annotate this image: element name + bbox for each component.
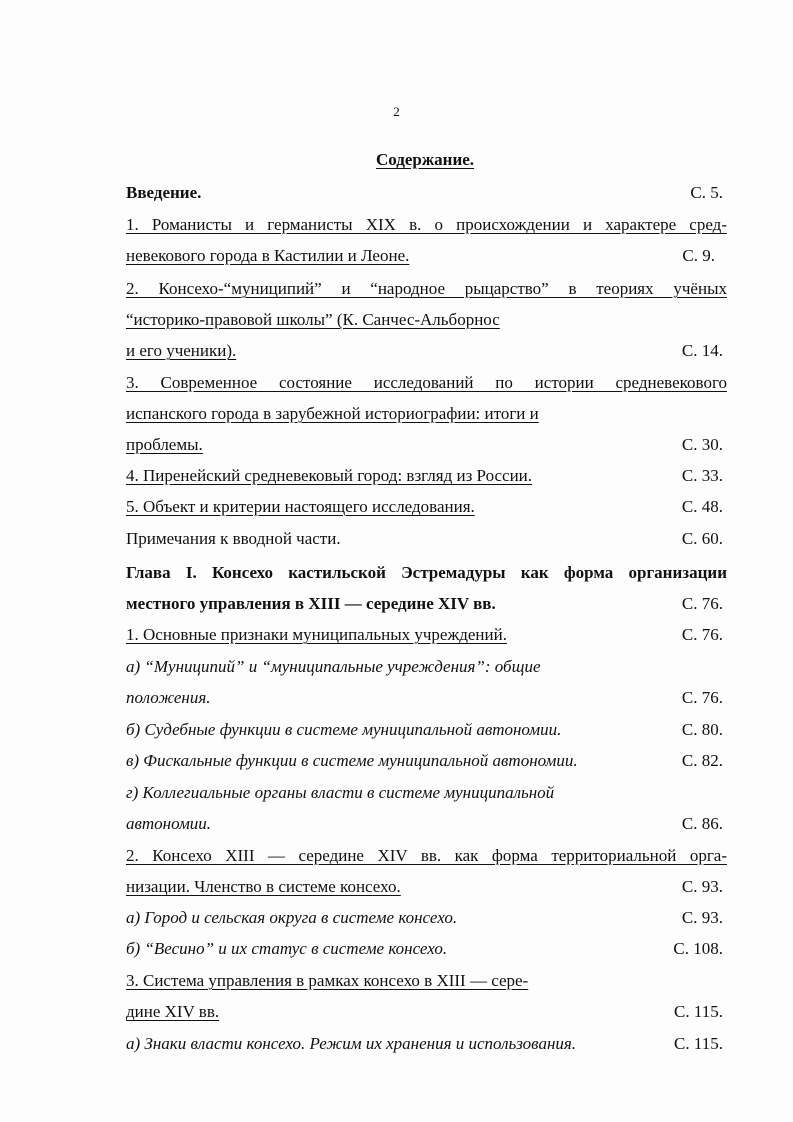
toc-entry-page: С. 48. [681, 497, 723, 516]
toc-entry-5 [126, 497, 727, 517]
toc-entry-ch1-1a-line-2 [126, 688, 727, 708]
toc-entry-text: 4. Пиренейский средневековый город: взгляд из России. [126, 466, 533, 485]
toc-entry-page: С. 93. [681, 877, 723, 896]
toc-entry-text: 5. Объект и критерии настоящего исследования. [126, 497, 475, 516]
toc-entry-text: б) “Весино” и их статус в системе консехо. [126, 939, 448, 958]
toc-entry-page: С. 76. [681, 625, 723, 644]
toc-entry-ch1-1g-line-2 [126, 814, 727, 834]
toc-entry-ch1-3-line-2 [126, 1002, 727, 1022]
toc-entry-text: 3. Система управления в рамках консехо в XIII — сере- [126, 971, 529, 990]
toc-entry-page: С. 82. [681, 751, 723, 770]
toc-entry-text: а) Город и сельская округа в системе консехо. [126, 908, 458, 927]
toc-entry-page: С. 93. [681, 908, 723, 927]
toc-entry-page: С. 108. [673, 939, 723, 958]
toc-entry-text: проблемы. [126, 435, 203, 454]
toc-entry-3-line-2 [126, 404, 727, 424]
toc-entry-4 [126, 466, 727, 486]
toc-title [0, 150, 793, 170]
toc-entry-text: 1. Романисты и германисты XIX в. о происхождении и характере сред- [126, 215, 727, 234]
toc-entry-ch1-1g-line-1 [126, 783, 727, 803]
toc-entry-text: 2. Консехо-“муниципий” и “народное рыцарство” в теориях учёных [126, 279, 727, 298]
toc-entry-text: Введение. [126, 183, 202, 202]
toc-entry-notes [126, 529, 727, 549]
toc-entry-ch1-1b [126, 720, 727, 740]
toc-entry-text: Глава I. Консехо кастильской Эстремадуры как форма организации [126, 563, 727, 582]
toc-entry-page: С. 33. [681, 466, 723, 485]
toc-entry-page: С. 60. [681, 529, 723, 548]
toc-entry-introduction [126, 183, 727, 203]
toc-entry-2-line-2 [126, 310, 727, 330]
toc-entry-page: С. 14. [681, 341, 723, 360]
toc-entry-text: 1. Основные признаки муниципальных учреждений. [126, 625, 507, 644]
toc-entry-2-line-1 [126, 279, 727, 299]
toc-entry-text: дине XIV вв. [126, 1002, 220, 1021]
toc-entry-ch1-1v [126, 751, 727, 771]
toc-entry-3-line-3 [126, 435, 727, 455]
toc-entry-page: С. 5. [690, 183, 723, 202]
toc-entry-page: С. 76. [681, 688, 723, 707]
toc-entry-text: б) Судебные функции в системе муниципальной автономии. [126, 720, 562, 739]
toc-entry-text: автономии. [126, 814, 212, 833]
toc-entry-page: С. 30. [681, 435, 723, 454]
toc-entry-ch1-1 [126, 625, 727, 645]
toc-entry-text: а) Знаки власти консехо. Режим их хранения и использования. [126, 1034, 577, 1053]
toc-entry-ch1-2-line-2 [126, 877, 727, 897]
toc-entry-ch1-2-line-1 [126, 846, 727, 866]
toc-entry-text: 3. Современное состояние исследований по истории средневекового [126, 373, 727, 392]
toc-entry-page: С. 80. [681, 720, 723, 739]
toc-entry-text: Примечания к вводной части. [126, 529, 341, 548]
toc-entry-page: С. 9. [682, 246, 715, 265]
toc-entry-text: а) “Муниципий” и “муниципальные учреждения”: общие [126, 657, 541, 676]
toc-entry-text: местного управления в XIII — середине XIV вв. [126, 594, 496, 613]
toc-entry-ch1-2b [126, 939, 727, 959]
toc-entry-2-line-3 [126, 341, 727, 361]
toc-entry-page: С. 115. [674, 1002, 723, 1021]
toc-entry-page: С. 76. [681, 594, 723, 613]
toc-entry-ch1-3a [126, 1034, 727, 1054]
toc-title-text: Содержание. [375, 150, 475, 169]
toc-entry-text: положения. [126, 688, 211, 707]
toc-entry-ch1-2a [126, 908, 727, 928]
toc-entry-1-line-1 [126, 215, 727, 235]
toc-entry-1-line-2 [126, 246, 727, 266]
toc-entry-text: и его ученики). [126, 341, 237, 360]
toc-entry-text: г) Коллегиальные органы власти в системе муниципальной [126, 783, 555, 802]
toc-entry-3-line-1 [126, 373, 727, 393]
toc-chapter-1-line-2 [126, 594, 727, 614]
toc-entry-page: С. 115. [674, 1034, 723, 1053]
toc-entry-page: С. 86. [681, 814, 723, 833]
toc-entry-text: невекового города в Кастилии и Леоне. [126, 246, 410, 265]
toc-entry-ch1-1a-line-1 [126, 657, 727, 677]
toc-entry-text: в) Фискальные функции в системе муниципальной автономии. [126, 751, 578, 770]
toc-entry-text: испанского города в зарубежной историографии: итоги и [126, 404, 539, 423]
toc-entry-text: 2. Консехо XIII — середине XIV вв. как форма территориальной орга- [126, 846, 727, 865]
toc-entry-text: “историко-правовой школы” (К. Санчес-Альборнос [126, 310, 500, 329]
toc-entry-text: низации. Членство в системе консехо. [126, 877, 401, 896]
page-number: 2 [393, 104, 400, 119]
toc-entry-ch1-3-line-1 [126, 971, 727, 991]
toc-chapter-1-line-1 [126, 563, 727, 583]
